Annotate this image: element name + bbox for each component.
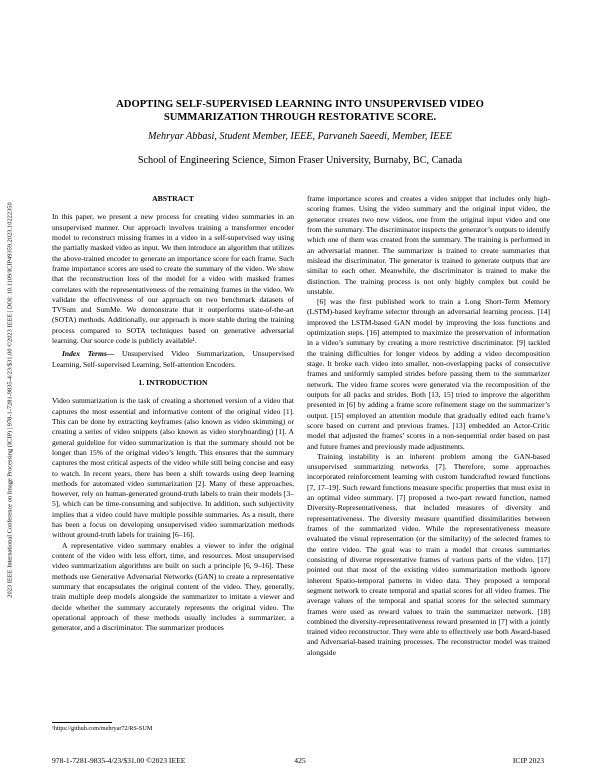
- abstract-text: In this paper, we present a new process for creating video summaries in an unsupervised manner. Our approach involves training a transformer encoder model to reconstruct missing frames in a video in a self-supervised way using the partially masked video as input. We then introduce an algorithm that utilizes the above-trained encoder to generate an importance score for each frame. Such frame importance scores are used to create the summary of the video. We show that the reconstruction loss of the model for a video with masked frames correlates with the representativeness of the remaining frames in the video. We validate the effectiveness of our approach on two benchmark datasets of TVSum and SumMe. We demonstrate that it outperforms state-of-the-art (SOTA) methods. Additionally, our approach is more stable during the training process compared to SOTA techniques based on generative adversarial learning. Our source code is publicly available¹.: [52, 212, 294, 346]
- sidebar-identifier: [4, 140, 16, 660]
- footnote-link[interactable]: ¹https://github.com/mehryar72/RS-SUM: [52, 725, 153, 732]
- intro-paragraph-1: Video summarization is the task of creating a shortened version of a video that captures the most essential and informative content of the original video [1]. This can be done by extracting keyframes (also known as video skimming) or creating a series of video snippets (also known as video storyboarding) [1]. A general guideline for video summarization is that the summary should not be longer than 15% of the original video’s length. This ensures that the summary captures the most critical aspects of the video while still being concise and easy to watch. In recent years, there has been a shift towards using deep learning methods for automated video summarization [2]. Many of these approaches, however, rely on human-generated ground-truth labels to train their models [3–5], which can be time-consuming and subjective. In addition, such subjectivity implies that a video could have multiple possible summaries. As a result, there has been a focus on developing unsupervised video summarization methods without ground-truth labels for training [6–16].: [52, 396, 294, 540]
- authors: Mehryar Abbasi, Student Member, IEEE, Parvaneh Saeedi, Member, IEEE: [148, 131, 452, 142]
- index-terms-text: Unsupervised Video Summarization, Unsupervised Learning, Self-supervised Learning, Self-attention Encoders.: [52, 349, 294, 369]
- right-column: [307, 194, 550, 658]
- affiliation: School of Engineering Science, Simon Fraser University, Burnaby, BC, Canada: [137, 155, 463, 166]
- intro-heading: 1. INTRODUCTION: [138, 378, 208, 387]
- footnote: [52, 722, 294, 732]
- abstract-heading: ABSTRACT: [152, 194, 194, 203]
- right-paragraph-1: frame importance scores and creates a video snippet that includes only high-scoring frames. Using the video summary and the original input video, the generator creates two new videos, one from the original input video and one from the summary. The discriminator inspects the generator’s outputs to identify which one of them was created from the summary. The training is performed in an adversarial manner. The summarizer is trained to create summaries that mislead the discriminator. The generator is trained to generate outputs that are similar to each other. Meanwhile, the discriminator is trained to make the distinction. The training process is not only highly complex but could be unstable.: [307, 194, 550, 296]
- footer-isbn: 978-1-7281-9835-4/23/$31.00 ©2023 IEEE: [52, 756, 186, 765]
- right-paragraph-2: [6] was the first published work to train a Long Short-Term Memory (LSTM)-based keyframe selector through an adversarial learning process. [14] improved the LSTM-based GAN model by improving the loss functions and optimization steps. [16] attempted to maximize the preservation of information in a video’s summary by creating a more restrictive discriminator. [9] tackled the training difficulties for longer videos by adding a video decomposition stage. It broke each video into smaller, non-overlapping packs of consecutive frames and uniformly sampled strides before passing them to the summarizer network. The video frame scores were generated via the recomposition of the outputs for all packs and strides. Both [13, 15] tried to improve the algorithm presented in [6] by adding a frame score refinement stage on the summarizer’s output. [15] employed an attention module that gradually edited each frame’s score based on current and previous frames. [13] embedded an Actor-Critic model that adjusted the frames’ scores in a non-sequential order based on past and future frames and previously made adjustments.: [307, 297, 550, 451]
- right-paragraph-3: Training instability is an inherent problem among the GAN-based unsupervised summarizing networks [7]. Therefore, some approaches incorporated reinforcement learning with custom handcrafted reward functions [7, 17–19]. Such reward functions measure specific properties that must exist in an optimal video summary. [7] proposed a two-part reward function, named Diversity-Representativeness, that included measures of diversity and representativeness. The diversity measure quantified dissimilarities between frames of the summarized video. While the representativeness measure evaluated the visual representation (or the similarity) of the selected frames to the entire video. The goal was to train a model that creates summaries consisting of diverse representative frames of various parts of the video. [17] pointed out that most of the existing video summarization methods ignore inherent Spatio-temporal patterns in video data. They proposed a temporal segment network to create temporal and spatial scores for all video frames. The average values of the temporal and spatial scores for the selected summary frames were used as reward values to train the summarizer network. [18] combined the diversity-representativeness reward presented in [7] with a jointly trained video reconstructor. They were able to effectively use both Award-based and Adversarial-based training processes. The reconstructor model was trained alongside: [307, 451, 550, 657]
- index-terms: [52, 349, 294, 370]
- paper-title: [60, 98, 540, 124]
- title-line-2: SUMMARIZATION THROUGH RESTORATIVE SCORE.: [163, 112, 437, 123]
- footer-conference: ICIP 2023: [512, 756, 544, 765]
- footnote-rule: [52, 722, 112, 723]
- intro-paragraph-2: A representative video summary enables a viewer to infer the original content of the video with less effort, time, and resources. Most unsupervised video summarization algorithms are built on such a principle [6, 9–16]. These methods use Generative Adversarial Networks (GAN) to create a representative summary that encapsulates the original content of the video. They, generally, train multiple deep models alongside the summarizer to imitate a viewer and decide whether the summary accurately represents the original video. The operational approach of these methods usually includes a summarizer, a generator, and a discriminator. The summarizer produces: [52, 540, 294, 633]
- page-number: 425: [294, 756, 306, 765]
- sidebar-doi-text: 2023 IEEE International Conference on Image Processing (ICIP) | 978-1-7281-9835-4/23/$31.00 ©2023 IEEE | DOI: 10.1109/ICIP49359.2023.10222350: [6, 202, 14, 598]
- title-line-1: ADOPTING SELF-SUPERVISED LEARNING INTO UNSUPERVISED VIDEO: [116, 99, 484, 110]
- left-column: [52, 194, 294, 634]
- index-terms-label: Index Terms—: [62, 349, 115, 359]
